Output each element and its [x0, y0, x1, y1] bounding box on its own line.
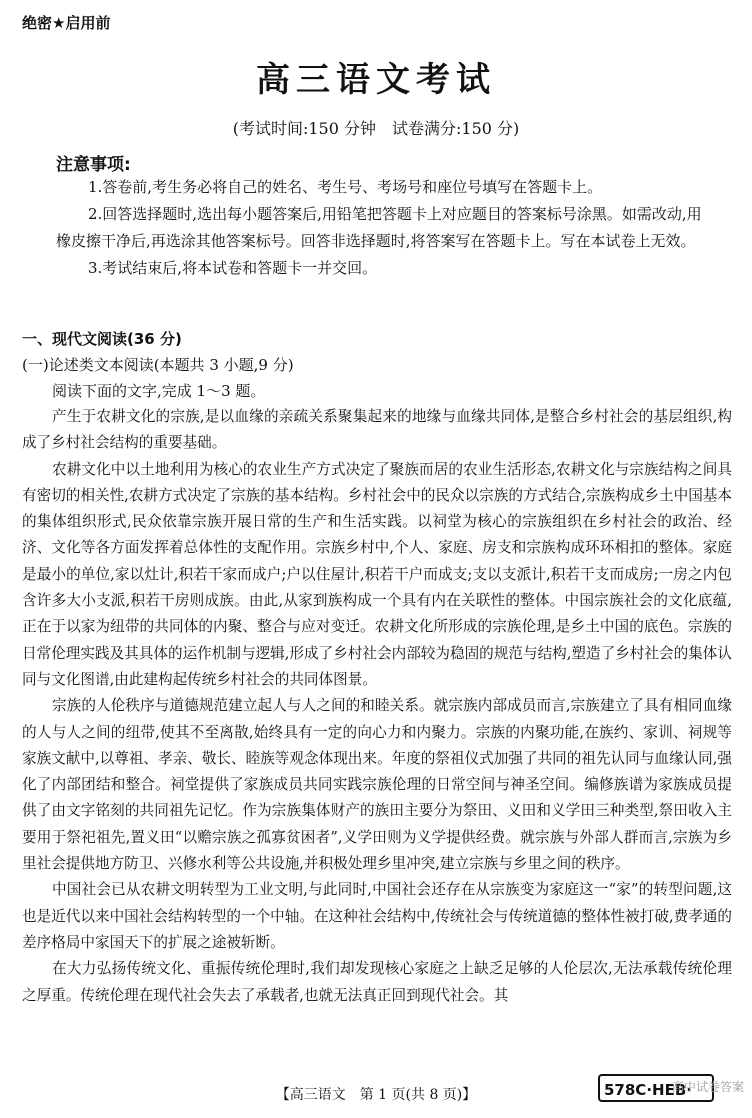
notice-heading: 注意事项:: [56, 155, 131, 175]
section-header: [22, 326, 732, 404]
passage-paragraph: 中国社会已从农耕文明转型为工业文明,与此同时,中国社会还存在从宗族变为家庭这一“家”的转型问题,这也是近代以来中国社会结构转型的一个中轴。在这种社会结构中,传统社会与传统道德的整体性被打破,费孝通的差序格局中家国天下的扩展之途被斩断。: [22, 881, 732, 951]
section-subheading: (一)论述类文本阅读(本题共 3 小题,9 分): [22, 356, 294, 374]
paper-code: 578C·HEB·: [598, 1074, 714, 1102]
notice-list: [56, 174, 706, 282]
exam-title: 高三语文考试: [256, 60, 496, 100]
watermark-text: 高中试卷答案: [671, 1080, 744, 1094]
passage-paragraph: 在大力弘扬传统文化、重振传统伦理时,我们却发现核心家庭之上缺乏足够的人伦层次,无法承载传统伦理之厚重。传统伦理在现代社会失去了承载者,也就无法真正回到现代社会。其: [22, 960, 732, 1004]
passage-paragraph: 农耕文化中以土地利用为核心的农业生产方式决定了聚族而居的农业生活形态,农耕文化与宗族结构之间具有密切的相关性,农耕方式决定了宗族的基本结构。乡村社会中的民众以宗族的方式结合,宗族构成乡土中国基本的集体组织形式,民众依靠宗族开展日常的生产和生活实践。以祠堂为核心的宗族组织在乡村社会的政治、经济、文化等各方面发挥着总体性的支配作用。宗族乡村中,个人、家庭、房支和宗族构成环环相扣的整体。家庭是最小的单位,家以灶计,积若干家而成户;户以住屋计,积若干户而成支;支以支派计,积若干支而成房;一房之内包含许多大小支派,积若干房则成族。由此,从家到族构成一个具有内在关联性的整体。中国宗族社会的文化底蕴,正在于以家为纽带的共同体的内聚、整合与应对变迁。农耕文化所形成的宗族伦理,是乡土中国的底色。宗族的日常伦理实践及其具体的运作机制与逻辑,形成了乡村社会内部较为稳固的规范与结构,塑造了乡村社会的集体认同与文化图谱,由此建构起传统乡村社会的共同体图景。: [22, 460, 732, 688]
page-footer: 【高三语文 第 1 页(共 8 页)】: [275, 1087, 477, 1103]
reading-passage: [22, 404, 732, 1009]
secret-label: 绝密★启用前: [22, 14, 111, 32]
notice-item: 2.回答选择题时,选出每小题答案后,用铅笔把答题卡上对应题目的答案标号涂黑。如需改动,用橡皮擦干净后,再选涂其他答案标号。回答非选择题时,将答案写在答题卡上。写在本试卷上无效。: [56, 205, 702, 250]
passage-paragraph: 产生于农耕文化的宗族,是以血缘的亲疏关系聚集起来的地缘与血缘共同体,是整合乡村社会的基层组织,构成了乡村社会结构的重要基础。: [22, 408, 732, 452]
passage-paragraph: 宗族的人伦秩序与道德规范建立起人与人之间的和睦关系。就宗族内部成员而言,宗族建立了具有相同血缘的人与人之间的纽带,使其不至离散,始终具有一定的向心力和内聚力。宗族的内聚功能,在族约、家训、祠规等家族文献中,以尊祖、孝亲、敬长、睦族等观念体现出来。年度的祭祖仪式加强了共同的祖先认同与血缘认同,强化了内部团结和整合。祠堂提供了家族成员共同实践宗族伦理的日常空间与神圣空间。编修族谱为家族成员提供了由文字铭刻的共同祖先记忆。作为宗族集体财产的族田主要分为祭田、义田和义学田三种类型,祭田收入主要用于祭祀祖先,置义田“以赡宗族之孤寡贫困者”,义学田则为义学提供经费。就宗族与外部人群而言,宗族为乡里社会提供地方防卫、兴修水利等公共设施,并积极处理乡里冲突,建立宗族与乡里之间的秩序。: [22, 697, 732, 873]
notice-item: 3.考试结束后,将本试卷和答题卡一并交回。: [88, 259, 378, 277]
exam-subtitle: (考试时间:150 分钟 试卷满分:150 分): [232, 119, 520, 138]
section-instruction: 阅读下面的文字,完成 1～3 题。: [52, 382, 266, 400]
section-heading: 一、现代文阅读(36 分): [22, 330, 182, 348]
notice-item: 1.答卷前,考生务必将自己的姓名、考生号、考场号和座位号填写在答题卡上。: [88, 178, 603, 196]
